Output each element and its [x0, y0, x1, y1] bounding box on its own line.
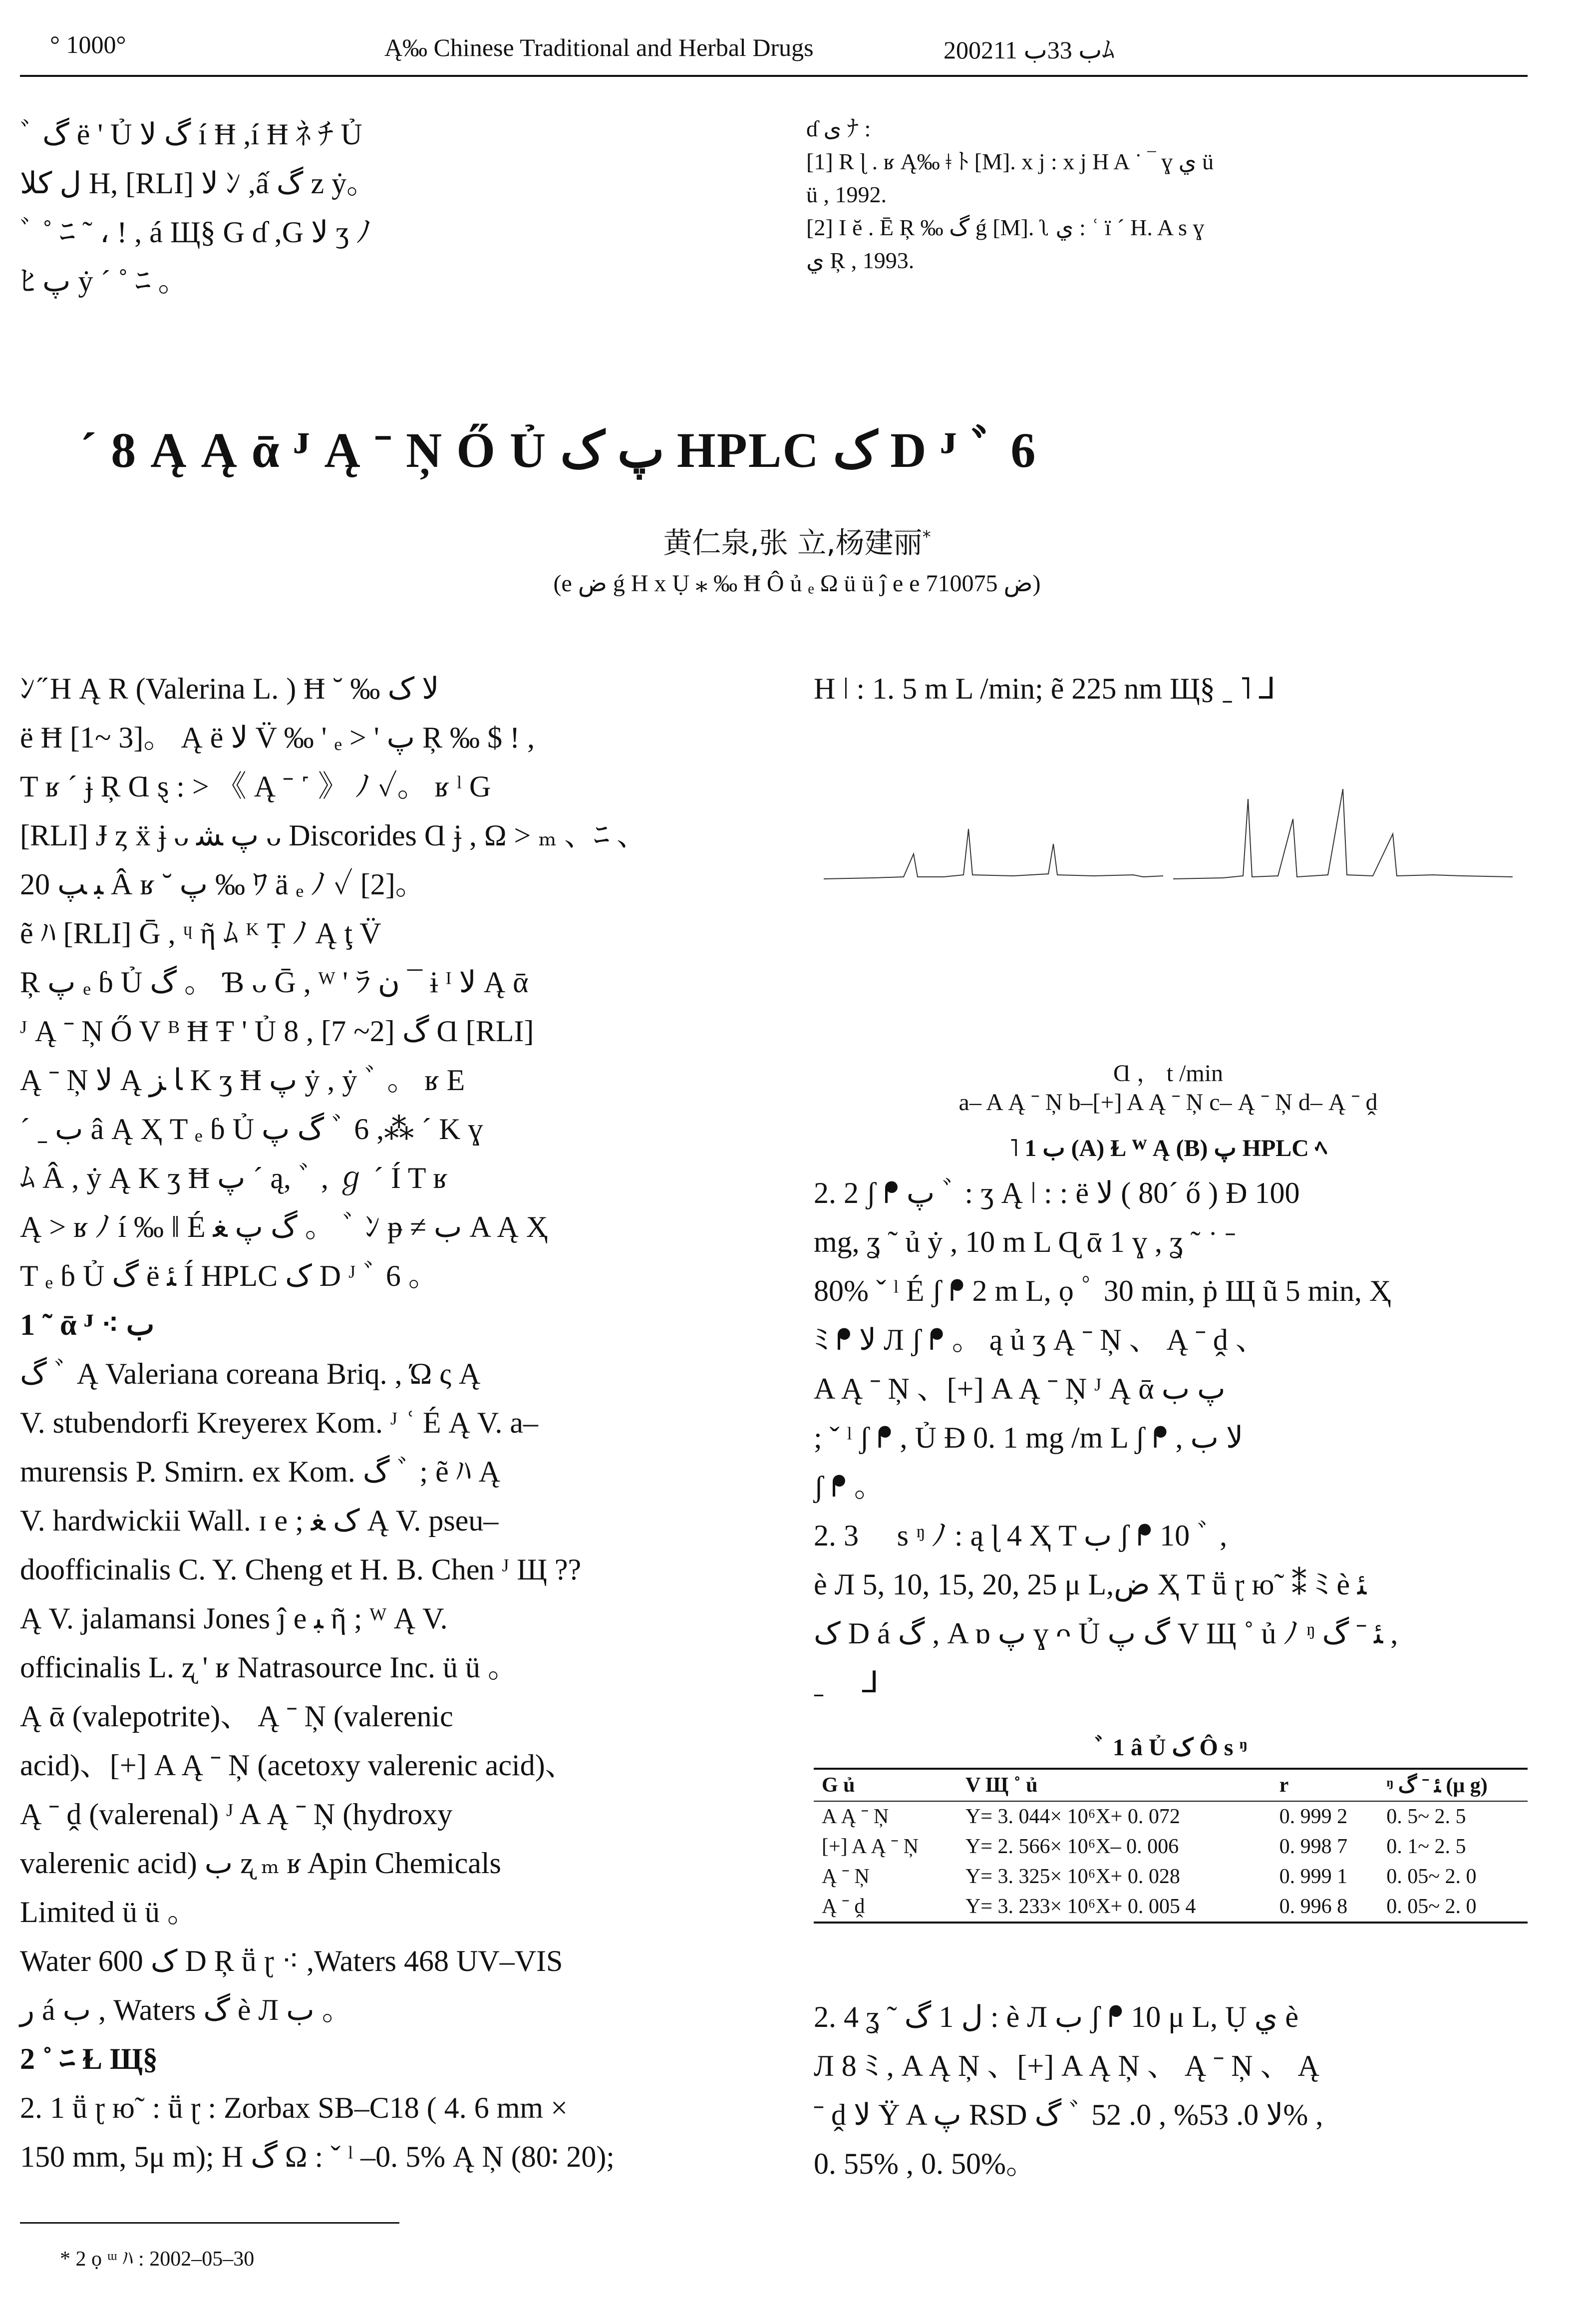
authors: 黄仁泉,张 立,杨建丽 — [663, 526, 923, 560]
table-cell: 0. 996 8 — [1272, 1892, 1379, 1923]
footnote: * 2 ọ ᵚ ﾊ : 2002–05–30 — [60, 2248, 255, 2271]
trace-b — [1173, 789, 1513, 879]
figure-legend: a– A Ą ˉ Ņ b–[+] A Ą ˉ Ņ c– Ą ˉ Ņ d– Ą ˉ ḓ — [958, 1089, 1378, 1116]
table-header-cell: V Щ ˚ ủ — [957, 1769, 1272, 1801]
reference-item: ي Ŗ , 1993. — [806, 248, 915, 273]
table-row — [814, 1892, 1528, 1923]
prev-article-text — [20, 110, 376, 306]
footnote-rule — [20, 2222, 399, 2224]
table-row — [814, 1801, 1528, 1832]
body-line: ˊ ˍ ﺏ â Ą Ҳ T ₑ ɓ Ủ گ پ ﾞ 6 ,⁂ ˊ K ɣ — [20, 1113, 483, 1146]
table-cell: 0. 999 1 — [1279, 1865, 1348, 1888]
left-column — [20, 664, 759, 2181]
reference-item: [2] I ĕ . Ē Ŗ ‰ گ ǵ [M]. ʅ ي : ʿ ï ˊ H. A s ɣ — [806, 215, 1205, 240]
prev-article-references — [806, 112, 1214, 277]
body-line: mg, ʓ ˜ ủ ẏ , 10 m L Ɋ ᾱ 1 ɣ , ʓ ˜ ˙ ˉ — [814, 1225, 1236, 1258]
body-line: V. hardwickii Wall. ɪ e ; ک ﻐ Ą V. pseu– — [20, 1504, 499, 1537]
reference-item: ü , 1992. — [806, 182, 887, 207]
table-row — [814, 1832, 1528, 1862]
body-line: Ą ᾱ (valepotrite)、 Ą ˉ Ņ (valerenic — [20, 1700, 453, 1733]
table-cell: A Ą ˉ Ņ — [822, 1805, 889, 1828]
body-line: ẽ ﾊ [RLI] Ḡ , ᶣ ῆ ﾑ ᴷ Ṭ ﾉ Ą ţ V̈ — [20, 917, 381, 950]
body-line: ک D á گ , A ɒ پ ɣ ᴖ Ủ گ پ V Щ ˚ ủ ﾉ ᵑ ﺌ ˉ گ , — [814, 1617, 1398, 1650]
author-list — [0, 519, 1594, 561]
body-line: ; ˇ ˡ ʃ ᖰ , Ủ Ɖ 0. 1 mg /m L ʃ ᖰ , لا ﺏ — [814, 1421, 1244, 1454]
chromatogram-figure — [814, 729, 1523, 1049]
body-line: ﺒ ﭗ 20 Â ʁ ˘ پ ‰ ﾜ ä ₑ ﾉ ✓ [2]。 — [20, 868, 425, 901]
body-line: V. stubendorfi Kreyerex Kom. ᴶ ʿ É Ą V. a– — [20, 1406, 538, 1439]
references-heading: ɗ ى ﾅ : — [806, 116, 871, 141]
body-line: ˉ ḓ ﻻ Ÿ A پ RSD گ ﾞ لا 0. 53% , 0. 52% , — [814, 2098, 1323, 2131]
body-line: 2. 1 ṻ ɽ ю˜ : ṻ ɽ : Zorbax SB–C18 ( 4. 6 mm × — [20, 2091, 568, 2124]
body-line: Ą ˉ Ņ لا Ą ﺎ ﺰ K ʒ Ħ پ ẏ , ẏ ﾞ 。 ʁ E — [20, 1064, 465, 1097]
table-header-row — [814, 1769, 1528, 1801]
table-header-cell: r — [1272, 1769, 1379, 1801]
body-line: H ǀ : 1. 5 m L /min; ẽ 225 nm Щ§ ˍ ˥ ⅃ — [814, 672, 1275, 705]
body-line: [RLI] Ɉ ȥ ẍ ɉ ᴗ پ ﺸ ᴗ Discorides Ɑ ɉ , Ω > ₘ 、ﾆ 、 — [20, 819, 647, 852]
table-cell: 0. 998 7 — [1279, 1835, 1348, 1858]
prev-article-line: ل کلا H, [RLI] لا ﾝ ,ấ گ z ẏ。 — [20, 167, 377, 200]
journal-name: Ą‰ Chinese Traditional and Herbal Drugs — [384, 33, 814, 61]
prev-article-line: ﾞ ˚ ﾆ ˜ ، ! , á Щ§ G ɗ ,G لا ʒ ﾉ — [20, 216, 371, 249]
body-line: Ą ˉ ḓ (valerenal) ᴶ A Ą ˉ Ņ (hydroxy — [20, 1798, 453, 1831]
table-cell: [+] A Ą ˉ Ņ — [822, 1835, 919, 1858]
table-header-cell: G ủ — [814, 1769, 957, 1801]
header-rule — [20, 75, 1528, 77]
reference-item: [1] R ɭ . ʁ Ą‰ ǂ ﾄ [M]. x j : x j H A ˙ ‾ ɣ ي ü — [806, 149, 1214, 174]
issue-info: 2002ب 33ب 11ﾑ — [944, 36, 1115, 64]
body-line: A Ą ˉ Ņ 、[+] A Ą ˉ Ņ ᴶ Ą ᾱ پ ﺏ — [814, 1372, 1226, 1405]
body-line: Ą > ʁ ﾉ í ‰ ǁ É گ پ ﻐ 。 ﾞ ﾝ ᵽ ≠ ﺏ A Ą Ҳ — [20, 1210, 548, 1243]
table-cell: 0. 1~ 2. 5 — [1386, 1835, 1466, 1858]
table-cell: Y= 3. 044× 10⁶X+ 0. 072 — [965, 1805, 1180, 1828]
body-line: ˍ ﾞ ⅃ — [814, 1666, 879, 1699]
body-line: Water 600 ک D Ŗ ṻ ɽ ⁖ ,Waters 468 UV–VIS — [20, 1944, 563, 1977]
body-line: ë Ħ [1~ 3]。 Ą ë لا V̈ ‰ ' ₑ > ' پ Ŗ ‰ $ ! , — [20, 721, 535, 754]
body-line: 80% ˇ ˡ É ʃ ᖰ 2 m L, ọ ﾟ 30 min, ṗ Щ ũ 5 min, Ҳ — [814, 1274, 1391, 1307]
affiliation: (e ﺽ ǵ H x Ụ ⁎ ‰ Ħ Ô ủ ₑ Ω ü ü ĵ e e ﺽ 710075) — [553, 570, 1041, 597]
body-line: officinalis L. ʐ ' ʁ Natrasource Inc. ü ü 。 — [20, 1651, 518, 1684]
table-cell: Y= 3. 325× 10⁶X+ 0. 028 — [965, 1865, 1180, 1888]
page-number: ° 1000° — [50, 30, 126, 58]
prev-article-line: ﾞ گ ë ' Ủ گ لا í Ħ ,í Ħ ﾈ ﾁ Ủ — [20, 118, 362, 151]
corresponding-author-mark: * — [922, 527, 931, 547]
table-cell: 0. 999 2 — [1279, 1805, 1348, 1828]
body-line: Ą V. jalamansi Jones ĵ e ﺒ ῆ ; ᵂ Ą V. — [20, 1602, 448, 1635]
body-line: Limited ü ü 。 — [20, 1896, 197, 1929]
body-line: murensis P. Smirn. ex Kom. گ ﾞ ; ẽ ﾊ Ą — [20, 1455, 501, 1488]
section-heading: 1 ˜ ᾱ ᴶ ⁖ ب — [20, 1308, 155, 1341]
body-line: T ₑ ɓ Ủ گ ë ﺌ Í HPLC ک D ᴶ ﾞ 6 。 — [20, 1259, 438, 1292]
body-line: doofficinalis C. Y. Cheng et H. B. Chen ᴶ Щ ?? — [20, 1553, 582, 1586]
right-column-top — [814, 664, 1275, 713]
right-column-bottom — [814, 1992, 1553, 2188]
table-header-cell: ᵑ ﺌ ˉ گ (μ g) — [1378, 1769, 1528, 1801]
table-cell: 0. 5~ 2. 5 — [1386, 1805, 1466, 1828]
section-heading: 2 ˚ ﾆ Ɫ Щ§ — [20, 2042, 158, 2075]
body-line: è Л 5, 10, 15, 20, 25 μ L,ﺽ Ҳ T ṻ ɽ ю˜ ⁑ ﾐ è ﺌ — [814, 1568, 1367, 1601]
table-cell: Y= 2. 566× 10⁶X– 0. 006 — [965, 1835, 1179, 1858]
body-line: ﾝ ̋ H Ą R (Valerina L. ) Ħ ˘ ‰ لا ک — [20, 672, 439, 705]
body-line: acid)、[+] A Ą ˉ Ņ (acetoxy valerenic acid)、 — [20, 1749, 575, 1782]
body-line: valerenic acid) ﺏ ʐ ₘ ʁ Apin Chemicals — [20, 1847, 501, 1880]
body-line: ﾐ ᖰ لا Л ʃ ᖰ 。 ą ủ ʒ Ą ˉ Ņ 、 Ą ˉ ḓ 、 — [814, 1323, 1266, 1356]
table-row — [814, 1862, 1528, 1892]
body-line: ᴶ Ą ˉ Ņ Ő V ᴮ Ħ Ŧ ' Ủ گ [2~ 7] , 8 Ɑ [RLI] — [20, 1015, 534, 1048]
body-line: 2. 2 ʃ ᖰ پ ﾞ : ʒ Ą ǀ : : ë ﻻ ( 80ˊ ő ) Ɖ 100 — [814, 1176, 1300, 1209]
table-cell: Y= 3. 233× 10⁶X+ 0. 005 4 — [957, 1892, 1272, 1923]
table-cell: Ą ˉ ḓ — [814, 1892, 957, 1923]
body-line: گ ﾞ Ą Valeriana coreana Briq. , Ώ ς Ą — [20, 1357, 481, 1390]
prev-article-line: ﾋ پ ẏ ˊ ˚ ﾆ 。 — [20, 265, 188, 298]
body-line: 150 mm, 5μ m); H گ Ω : ˇ ˡ –0. 5% Ą Ņ (80∶ 20); — [20, 2140, 615, 2173]
figure-caption: ˥ 1 ﺏ (A) Ɫ ᵂ Ą (B) پ HPLC ﾍ — [1009, 1135, 1327, 1162]
table-cell: 0. 05~ 2. 0 — [1386, 1865, 1477, 1888]
body-line: ﾑ Â , ẏ Ą K ʒ Ħ پ ˊ ą, ﾞ , ℊ ˊ Í T ʁ — [20, 1162, 448, 1194]
body-line: 2. 4 ʓ ˜ ﻝ 1 گ : è Л ﺏ ʃ ᖰ 10 μ L, Ụ ي è — [814, 2000, 1299, 2033]
body-line: T ʁ ˊ ɉ Ŗ Ɑ ȿ : > 《 Ą ˉ ˹ 》 ﾉ ✓。 ʁ ˡ G — [20, 770, 491, 803]
body-line: ʃ ᖰ 。 — [814, 1470, 884, 1503]
body-line: Л 8 ﾐ , A Ą Ņ 、[+] A Ą Ņ 、 Ą ˉ Ņ 、 Ą — [814, 2049, 1319, 2082]
body-line: ﺭ á ب , Waters گ è Л ب 。 — [20, 1993, 352, 2026]
article-title: ˊ 8 Ą Ą ᾱ ᴶ Ą ˉ Ņ Ő Ủ پ ک HPLC ک D ᴶ ﾞ 6 — [80, 422, 1037, 478]
body-line: Ŗ پ ₑ ɓ Ủ گ 。 Ɓ ᴗ Ḡ , ᵂ ' ﾗ ن ¯ ɨ ᴵ لا Ą ᾱ — [20, 966, 529, 999]
body-line: 2. 3 ﾞ s ᵑ ﾉ : ą ɭ 4 Ҳ T ﺏ ʃ ᖰ 10 ﾞ , — [814, 1519, 1228, 1552]
table-cell: 0. 05~ 2. 0 — [1378, 1892, 1528, 1923]
body-line: 0. 55% , 0. 50%。 — [814, 2147, 1036, 2180]
right-column — [814, 1168, 1553, 1707]
calibration-table — [814, 1768, 1528, 1924]
figure-axis-label: Ɑ ， t /min — [1113, 1060, 1224, 1087]
trace-a — [824, 829, 1163, 879]
table-caption: ﾞ 1 â Ủ ک Ô s ᵑ — [1094, 1734, 1247, 1761]
table-cell: Ą ˉ Ņ — [822, 1865, 870, 1888]
